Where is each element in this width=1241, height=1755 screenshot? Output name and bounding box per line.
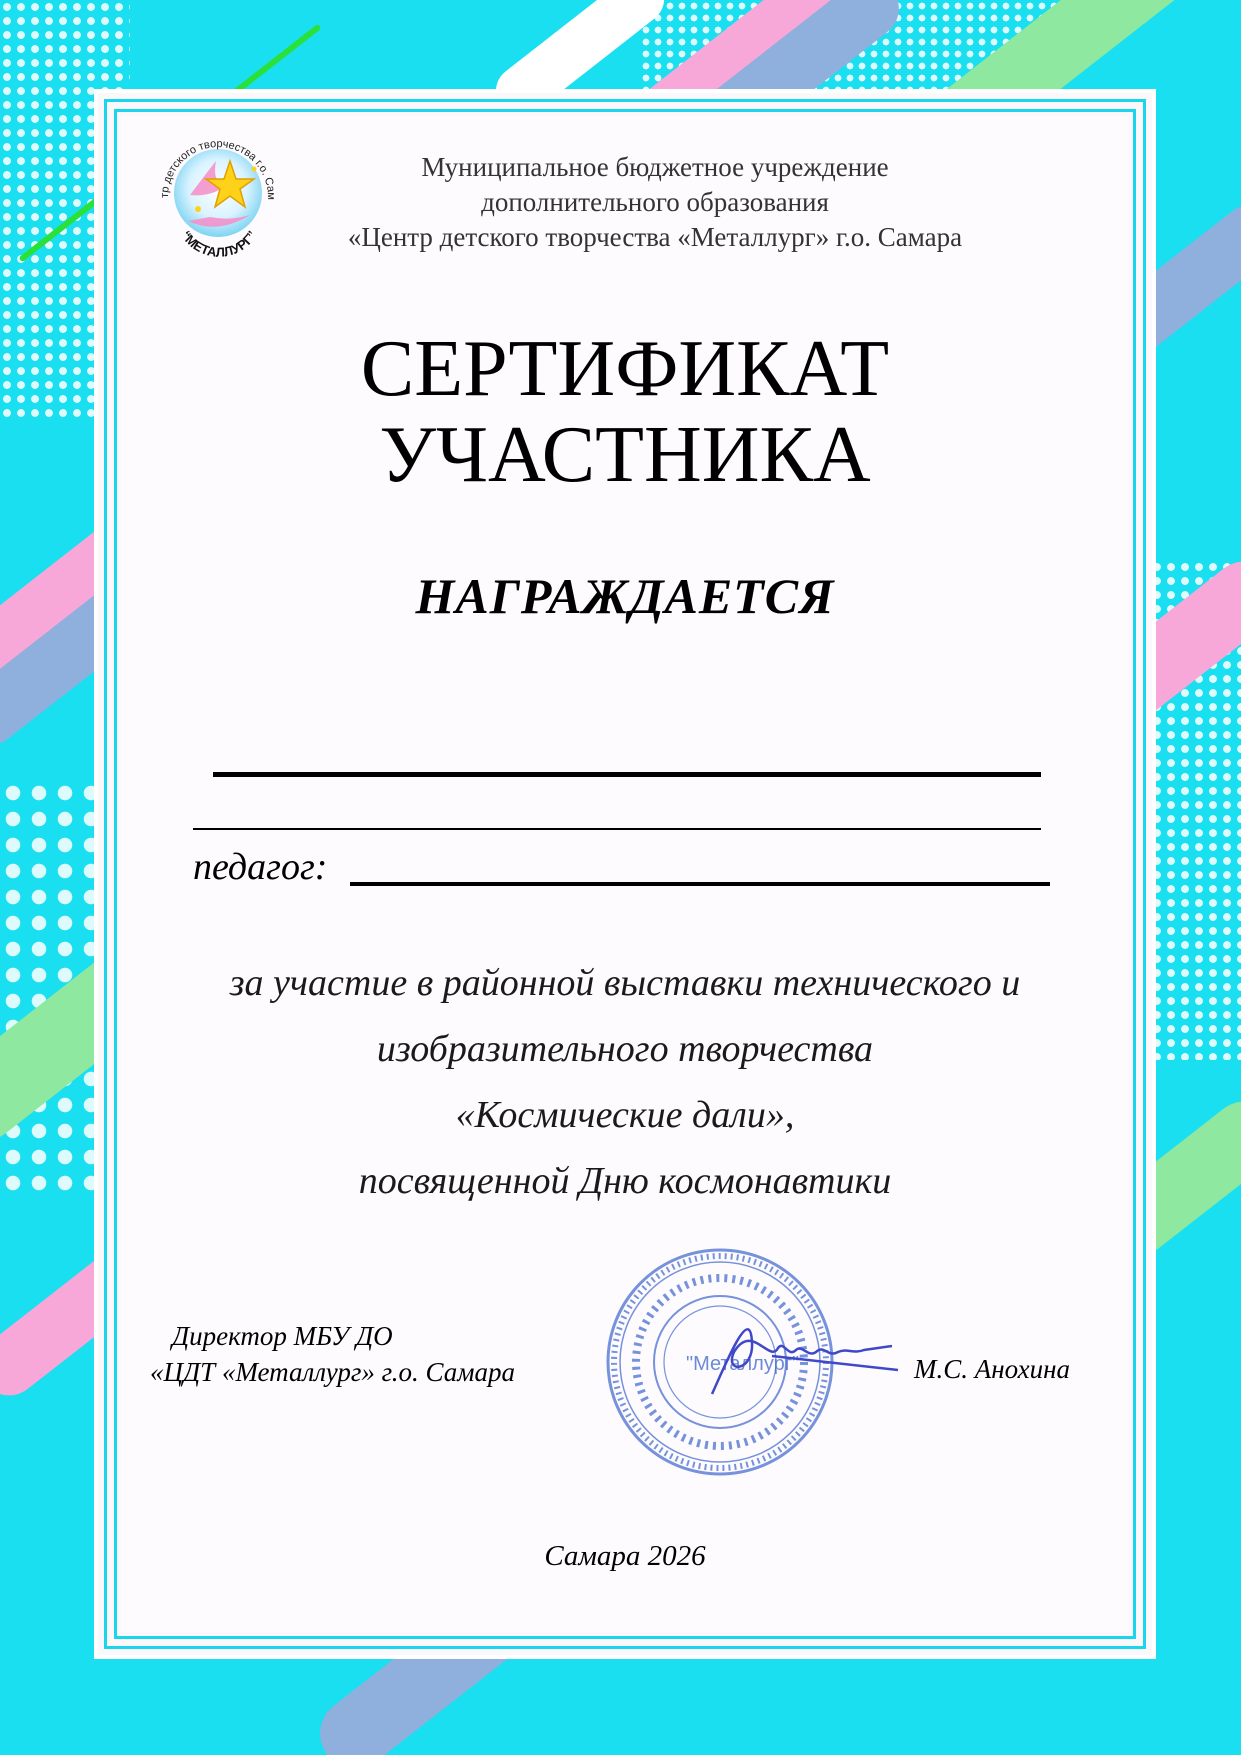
teacher-label: педагог: <box>193 846 328 888</box>
signatory-name: М.С. Анохина <box>914 1354 1070 1384</box>
recipient-line-1 <box>213 772 1041 777</box>
certificate-title-line-1: СЕРТИФИКАТ <box>360 325 890 413</box>
organization-line-1: Муниципальное бюджетное учреждение <box>421 152 889 182</box>
logo-name-text: “МЕТАЛЛУРГ” <box>178 227 260 260</box>
reason-line-2: изобразительного творчества <box>376 1028 874 1070</box>
stamp-center-text: "Металлург" <box>686 1353 800 1375</box>
reason-line-3: «Космические дали», <box>455 1094 795 1136</box>
logo-ring-text: тр детского творчества г.о. Сам <box>158 137 278 201</box>
recipient-line-2 <box>193 828 1041 830</box>
award-reason <box>140 950 1110 1214</box>
teacher-line <box>350 882 1050 886</box>
reason-line-1: за участие в районной выставки технического и <box>229 962 1021 1004</box>
footer-city-year: Самара 2026 <box>544 1540 706 1572</box>
director-line-1: Директор МБУ ДО <box>172 1321 393 1351</box>
organization-logo <box>150 125 286 261</box>
award-heading: НАГРАЖДАЕТСЯ <box>415 568 835 624</box>
director-line-2: «ЦДТ «Металлург» г.о. Самара <box>150 1357 515 1387</box>
reason-line-4: посвященной Дню космонавтики <box>358 1160 892 1202</box>
official-stamp <box>602 1244 902 1480</box>
organization-line-2: дополнительного образования <box>481 187 829 217</box>
organization-line-3: «Центр детского творчества «Металлург» г.о. Самара <box>347 222 963 252</box>
certificate-title-line-2: УЧАСТНИКА <box>379 411 871 499</box>
organization-header <box>300 150 1010 255</box>
director-title <box>150 1318 515 1390</box>
